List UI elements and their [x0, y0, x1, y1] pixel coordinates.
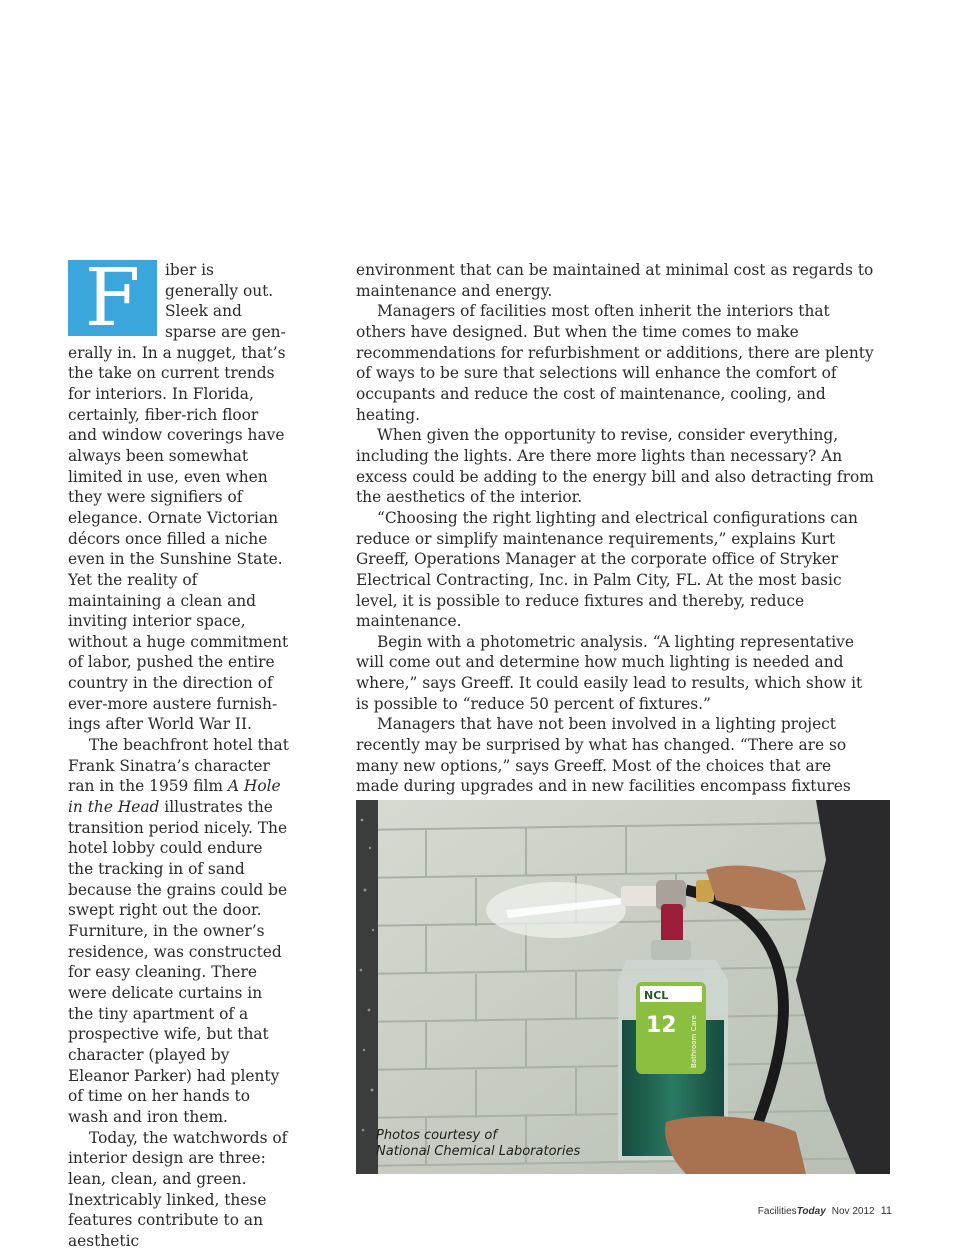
bottle-side-text: Bathroom Care — [690, 1015, 698, 1068]
article-paragraph-8: Begin with a photometric analysis. “A lighting representative will come out and determine how much lighting is needed and where,” says Greeff. It could easily lead to results, which show it is possible to “reduce 50 percent of fixtures.” — [356, 632, 863, 713]
bottle-number-text: 12 — [646, 1013, 677, 1038]
article-paragraph-5: Managers of facilities most often inherit the interiors that others have designed. But when the time comes to make recommendations for refurbishment or additions, there are plenty of ways to be sure that selections will enhance the comfort of occupants and reduce the cost of maintenance, cooling, and heating. — [356, 302, 874, 424]
drop-cap — [68, 251, 157, 344]
paragraph-2-text-after: illustrates the transition period nicely. The hotel lobby could endure the tracking in of sand because the grains could be swept right out the door. Furniture, in the owner’s residence, was constructed for easy cleaning. There were delicate curtains in the tiny apartment of a prospective wife, but that character (played by Eleanor Parker) had plenty of time on her hands to wash and iron them. — [68, 798, 288, 1126]
footer-date: Nov 2012 — [831, 1206, 875, 1217]
nozzle-valve — [661, 904, 683, 946]
article-paragraph-4: environment that can be maintained at minimal cost as regards to maintenance and energy. — [356, 261, 874, 300]
paragraph-1-text: iber is generally out. Sleek and sparse are generally in. In a nugget, that’s the take on current trends for interiors. In Florida, certainly, fiber-rich floor and window coverings have always been somewhat limited in use, even when they were signifiers of elegance. Ornate Victorian décors once filled a niche even in the Sunshine State. Yet the reality of maintaining a clean and inviting interior space, without a huge commitment of labor, pushed the entire country in the direction of ever-more austere furnishings after World War II. — [68, 261, 289, 734]
article-paragraph-2 — [68, 735, 290, 1127]
caption-line-2: National Chemical Laboratories — [376, 1144, 581, 1159]
footer-brand-part-2: Today — [796, 1206, 826, 1217]
article-paragraph-7: “Choosing the right lighting and electrical configurations can reduce or simplify maintenance requirements,” explains Kurt Greeff, Operations Manager at the corporate office of Stryker Electrical Contracting, Inc. in Palm City, FL. At the most basic level, it is possible to reduce fixtures and thereby, reduce maintenance. — [356, 508, 858, 631]
speckled-trim — [356, 800, 378, 1174]
article-paragraph-9: Managers that have not been involved in a lighting project recently may be surprised by what has changed. “There are so many new options,” says Greeff. Most of the choices that are made during upgrades and in new facilities encompass fixtures — [356, 715, 851, 796]
nozzle-tip — [621, 886, 661, 906]
article-right-column — [356, 260, 876, 838]
article-photo — [356, 800, 890, 1174]
drop-cap-letter: F — [84, 251, 141, 344]
photo-caption — [376, 1128, 580, 1160]
article-paragraph-1 — [68, 251, 290, 735]
footer-brand-part-1: Facilities — [757, 1206, 797, 1217]
bottle-brand-text: NCL — [644, 989, 669, 1002]
article-left-column — [68, 251, 290, 1252]
paragraph-2-text-before: The beachfront hotel that Frank Sinatra’s character ran in the 1959 film — [68, 736, 289, 796]
page-number: 11 — [880, 1205, 892, 1217]
caption-line-1: Photos courtesy of — [376, 1128, 497, 1143]
article-paragraph-6: When given the opportunity to revise, consider everything, including the lights. Are there more lights than necessary? An excess could be adding to the energy bill and also detracting from the aesthetics of the interior. — [356, 426, 874, 507]
bottle-cap — [651, 940, 691, 960]
article-paragraph-3: Today, the watchwords of interior design are three: lean, clean, and green. Inextricably linked, these features contribute to an aesthetic — [68, 1128, 288, 1250]
film-title: A Hole in the Head — [68, 777, 281, 817]
page-footer — [758, 1205, 892, 1217]
photo-illustration — [356, 800, 890, 1174]
